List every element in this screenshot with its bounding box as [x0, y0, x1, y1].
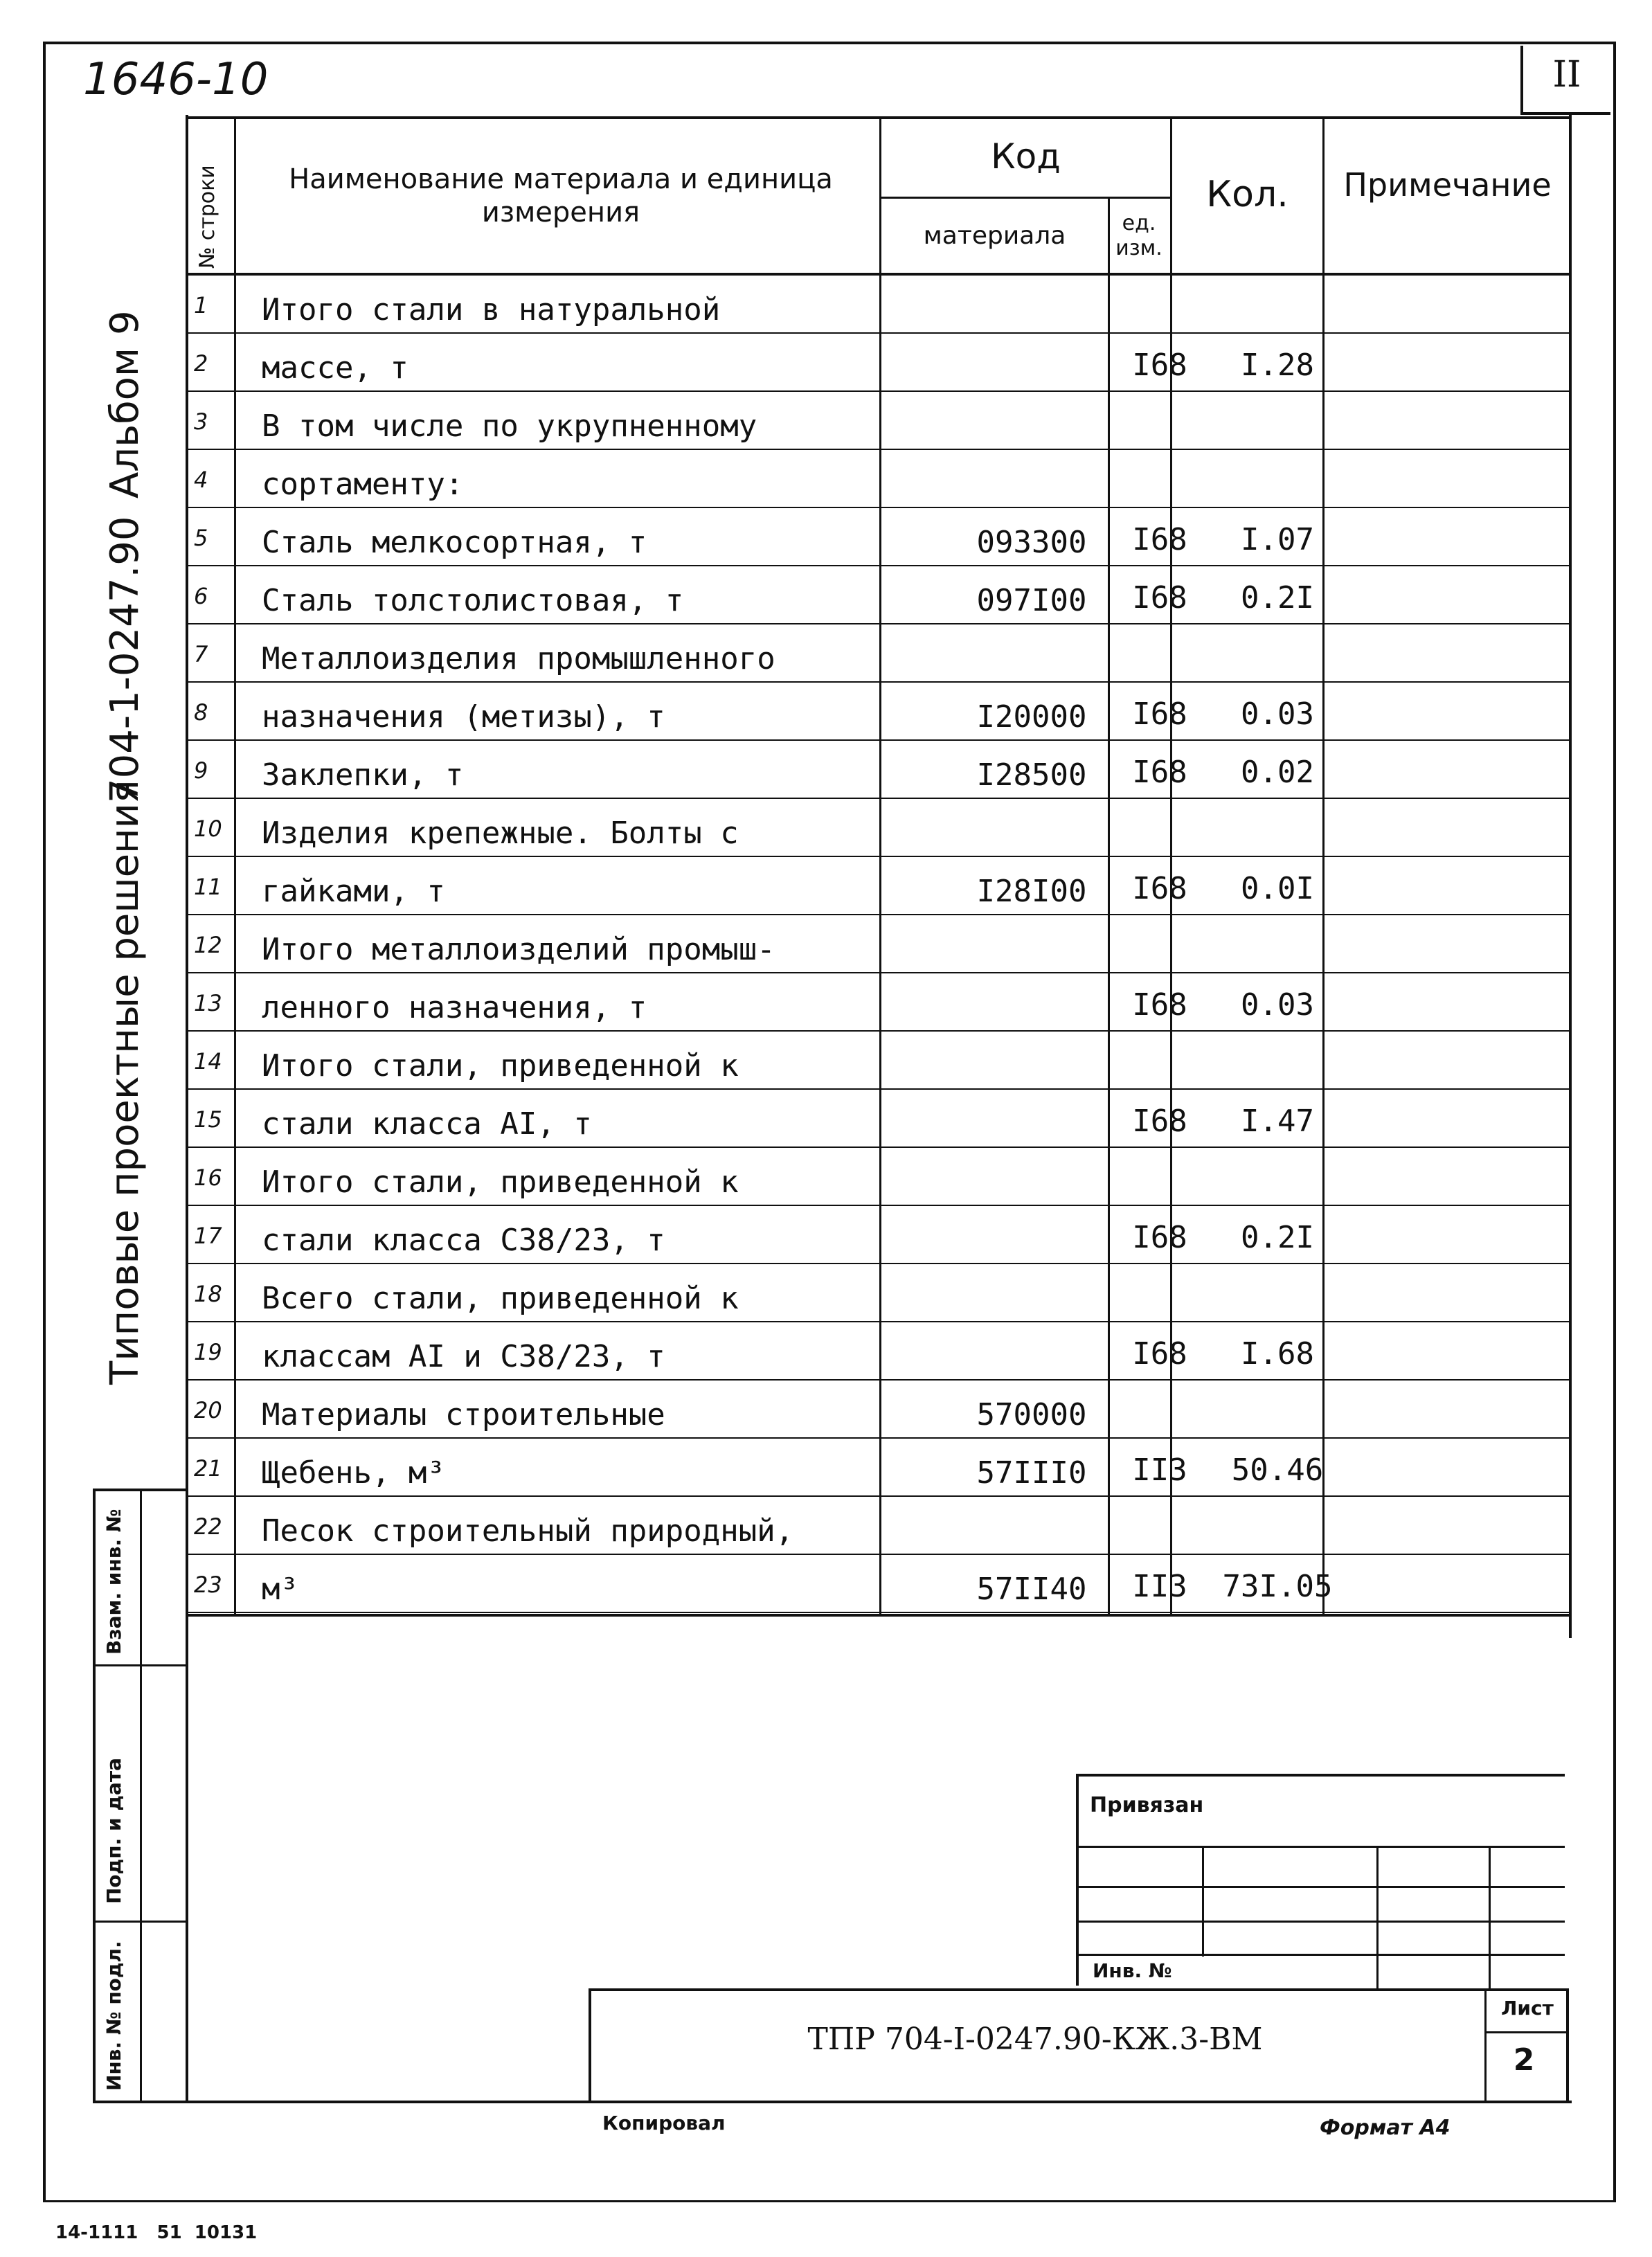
- materials-table: [187, 116, 1570, 1617]
- unit-code: [1115, 799, 1205, 858]
- material-name: Итого стали, приведенной к: [262, 1165, 739, 1200]
- quantity: 0.03: [1241, 987, 1314, 1023]
- row-number: 9: [194, 757, 208, 784]
- table-row: [187, 1322, 1570, 1381]
- stamp-inv-orig: Инв. № подл.: [102, 1941, 125, 2091]
- quantity: [1205, 392, 1350, 451]
- quantity: 0.02: [1241, 755, 1314, 790]
- table-row: [187, 1148, 1570, 1207]
- table-row: [187, 741, 1570, 800]
- material-name: Материалы строительные: [262, 1397, 665, 1432]
- drawing-designation: ТПР 704-I-0247.90-КЖ.3-ВМ: [807, 2022, 1263, 2057]
- unit-code: I68: [1132, 871, 1187, 906]
- table-row: [187, 683, 1570, 741]
- stamp-sign-date: Подп. и дата: [102, 1757, 125, 1904]
- attached-label: Привязан: [1090, 1793, 1204, 1817]
- unit-code: [1115, 1148, 1205, 1207]
- material-code: I28500: [976, 757, 1087, 793]
- table-row: [187, 392, 1570, 451]
- quantity: [1205, 1264, 1350, 1323]
- sheet-label: Лист: [1501, 1997, 1554, 2020]
- unit-code: [1115, 1032, 1205, 1090]
- unit-code: I68: [1132, 755, 1187, 790]
- side-title-series: Типовые проектные решения: [102, 780, 147, 1385]
- unit-code: I68: [1132, 987, 1187, 1023]
- row-number: 16: [194, 1164, 222, 1191]
- table-row: [187, 1439, 1570, 1498]
- quantity: [1205, 276, 1350, 334]
- quantity: 0.2I: [1241, 1220, 1314, 1255]
- material-name: назначения (метизы), т: [262, 699, 665, 735]
- quantity: 73I.05: [1222, 1569, 1333, 1604]
- material-name: Сталь мелкосортная, т: [262, 525, 647, 560]
- table-row: [187, 450, 1570, 509]
- row-number: 12: [194, 931, 222, 958]
- material-name: классам AI и С38/23, т: [262, 1339, 665, 1374]
- row-divider: [187, 1612, 1570, 1613]
- material-name: В том числе по укрупненному: [262, 408, 757, 444]
- unit-code: I68: [1132, 522, 1187, 557]
- format-label: Формат А4: [1320, 2116, 1451, 2140]
- row-number: 23: [194, 1571, 222, 1598]
- material-name: ленного назначения, т: [262, 990, 647, 1025]
- quantity: 0.03: [1241, 696, 1314, 732]
- header-note: Примечание: [1343, 166, 1552, 204]
- table-row: [187, 1032, 1570, 1090]
- header-name: Наименование материала и единица измерения: [289, 163, 833, 228]
- row-number: 19: [194, 1338, 222, 1365]
- material-name: м³: [262, 1572, 298, 1607]
- table-row: [187, 508, 1570, 567]
- material-name: сортаменту:: [262, 467, 464, 502]
- header-qty: Кол.: [1206, 173, 1289, 215]
- quantity: 0.0I: [1241, 871, 1314, 906]
- unit-code: I68: [1132, 348, 1187, 383]
- row-number: 11: [194, 873, 222, 900]
- row-number: 14: [194, 1047, 222, 1074]
- quantity: [1205, 624, 1350, 683]
- unit-code: I68: [1132, 1220, 1187, 1255]
- header-unit-code: ед. изм.: [1115, 210, 1162, 260]
- unit-code: I68: [1132, 1336, 1187, 1372]
- material-name: Заклепки, т: [262, 757, 464, 793]
- quantity: I.07: [1241, 522, 1314, 557]
- material-name: Металлоизделия промышленного: [262, 641, 775, 676]
- quantity: [1205, 1381, 1350, 1439]
- table-row: [187, 799, 1570, 858]
- corner-mark: 1646-10: [83, 54, 269, 105]
- row-number: 10: [194, 815, 222, 842]
- quantity: I.68: [1241, 1336, 1314, 1372]
- side-title-album: Альбом 9: [102, 310, 147, 498]
- header-row-no: № строки: [195, 165, 219, 269]
- table-row: [187, 1206, 1570, 1265]
- quantity: I.28: [1241, 348, 1314, 383]
- table-row: [187, 624, 1570, 683]
- material-name: массе, т: [262, 350, 408, 386]
- inv-no-label: Инв. №: [1093, 1959, 1172, 1982]
- quantity: I.47: [1241, 1104, 1314, 1139]
- table-row: [187, 1090, 1570, 1149]
- unit-code: I68: [1132, 580, 1187, 615]
- unit-code: II3: [1132, 1569, 1187, 1604]
- table-row: [187, 857, 1570, 916]
- row-number: 4: [194, 466, 208, 493]
- unit-code: II3: [1132, 1453, 1187, 1488]
- quantity: [1205, 1148, 1350, 1207]
- material-name: стали класса С38/23, т: [262, 1223, 665, 1258]
- side-title-number: 704-1-0247.90: [102, 516, 147, 803]
- material-code: 093300: [976, 525, 1087, 560]
- row-number: 20: [194, 1396, 222, 1423]
- material-name: Итого стали в натуральной: [262, 292, 721, 327]
- outer-frame-left: [43, 42, 46, 2202]
- material-name: Итого стали, приведенной к: [262, 1048, 739, 1083]
- table-row: [187, 1264, 1570, 1323]
- row-number: 13: [194, 989, 222, 1016]
- table-row: [187, 276, 1570, 334]
- header-code: Код: [991, 136, 1061, 177]
- unit-code: I68: [1132, 1104, 1187, 1139]
- bottom-code: 14-1111 51 10131: [55, 2222, 258, 2243]
- row-number: 3: [194, 408, 208, 435]
- unit-code: [1115, 1264, 1205, 1323]
- unit-code: [1115, 276, 1205, 334]
- material-code: 57II40: [976, 1572, 1087, 1607]
- unit-code: I68: [1132, 696, 1187, 732]
- quantity: [1205, 1497, 1350, 1556]
- quantity: 50.46: [1231, 1453, 1324, 1488]
- row-number: 22: [194, 1513, 222, 1540]
- material-name: Песок строительный природный,: [262, 1513, 794, 1549]
- row-number: 1: [194, 291, 208, 318]
- material-name: Сталь толстолистовая, т: [262, 583, 684, 618]
- unit-code: [1115, 450, 1205, 509]
- row-number: 5: [194, 524, 208, 551]
- quantity: [1205, 915, 1350, 974]
- quantity: [1205, 799, 1350, 858]
- material-name: Изделия крепежные. Болты с: [262, 816, 739, 851]
- table-row: [187, 973, 1570, 1032]
- copied-label: Копировал: [602, 2112, 726, 2134]
- unit-code: [1115, 624, 1205, 683]
- outer-frame-right: [1613, 42, 1616, 2202]
- material-code: 570000: [976, 1397, 1087, 1432]
- outer-frame-top: [43, 42, 1616, 44]
- table-row: [187, 1555, 1570, 1614]
- row-number: 7: [194, 640, 208, 667]
- row-number: 18: [194, 1280, 222, 1307]
- material-name: Итого металлоизделий промыш-: [262, 932, 775, 967]
- outer-frame-bottom: [43, 2200, 1616, 2202]
- material-code: 57III0: [976, 1455, 1087, 1491]
- header-material-code: материала: [923, 221, 1066, 250]
- page-marker: II: [1552, 54, 1581, 96]
- unit-code: [1115, 1381, 1205, 1439]
- row-number: 17: [194, 1222, 222, 1249]
- table-row: [187, 566, 1570, 625]
- material-code: I28I00: [976, 874, 1087, 909]
- row-number: 6: [194, 582, 208, 609]
- quantity: [1205, 1032, 1350, 1090]
- material-code: I20000: [976, 699, 1087, 735]
- sheet-number: 2: [1513, 2042, 1535, 2078]
- row-number: 2: [194, 350, 208, 377]
- material-name: Всего стали, приведенной к: [262, 1281, 739, 1316]
- stamp-replace-inv: Взам. инв. №: [102, 1509, 125, 1655]
- unit-code: [1115, 392, 1205, 451]
- unit-code: [1115, 915, 1205, 974]
- row-number: 21: [194, 1455, 222, 1482]
- row-number: 15: [194, 1106, 222, 1133]
- quantity: 0.2I: [1241, 580, 1314, 615]
- table-row: [187, 915, 1570, 974]
- quantity: [1205, 450, 1350, 509]
- table-row: [187, 1381, 1570, 1439]
- material-name: Щебень, м³: [262, 1455, 445, 1491]
- row-number: 8: [194, 699, 208, 726]
- material-name: стали класса AI, т: [262, 1106, 592, 1142]
- material-name: гайками, т: [262, 874, 445, 909]
- material-code: 097I00: [976, 583, 1087, 618]
- table-row: [187, 334, 1570, 393]
- unit-code: [1115, 1497, 1205, 1556]
- table-row: [187, 1497, 1570, 1556]
